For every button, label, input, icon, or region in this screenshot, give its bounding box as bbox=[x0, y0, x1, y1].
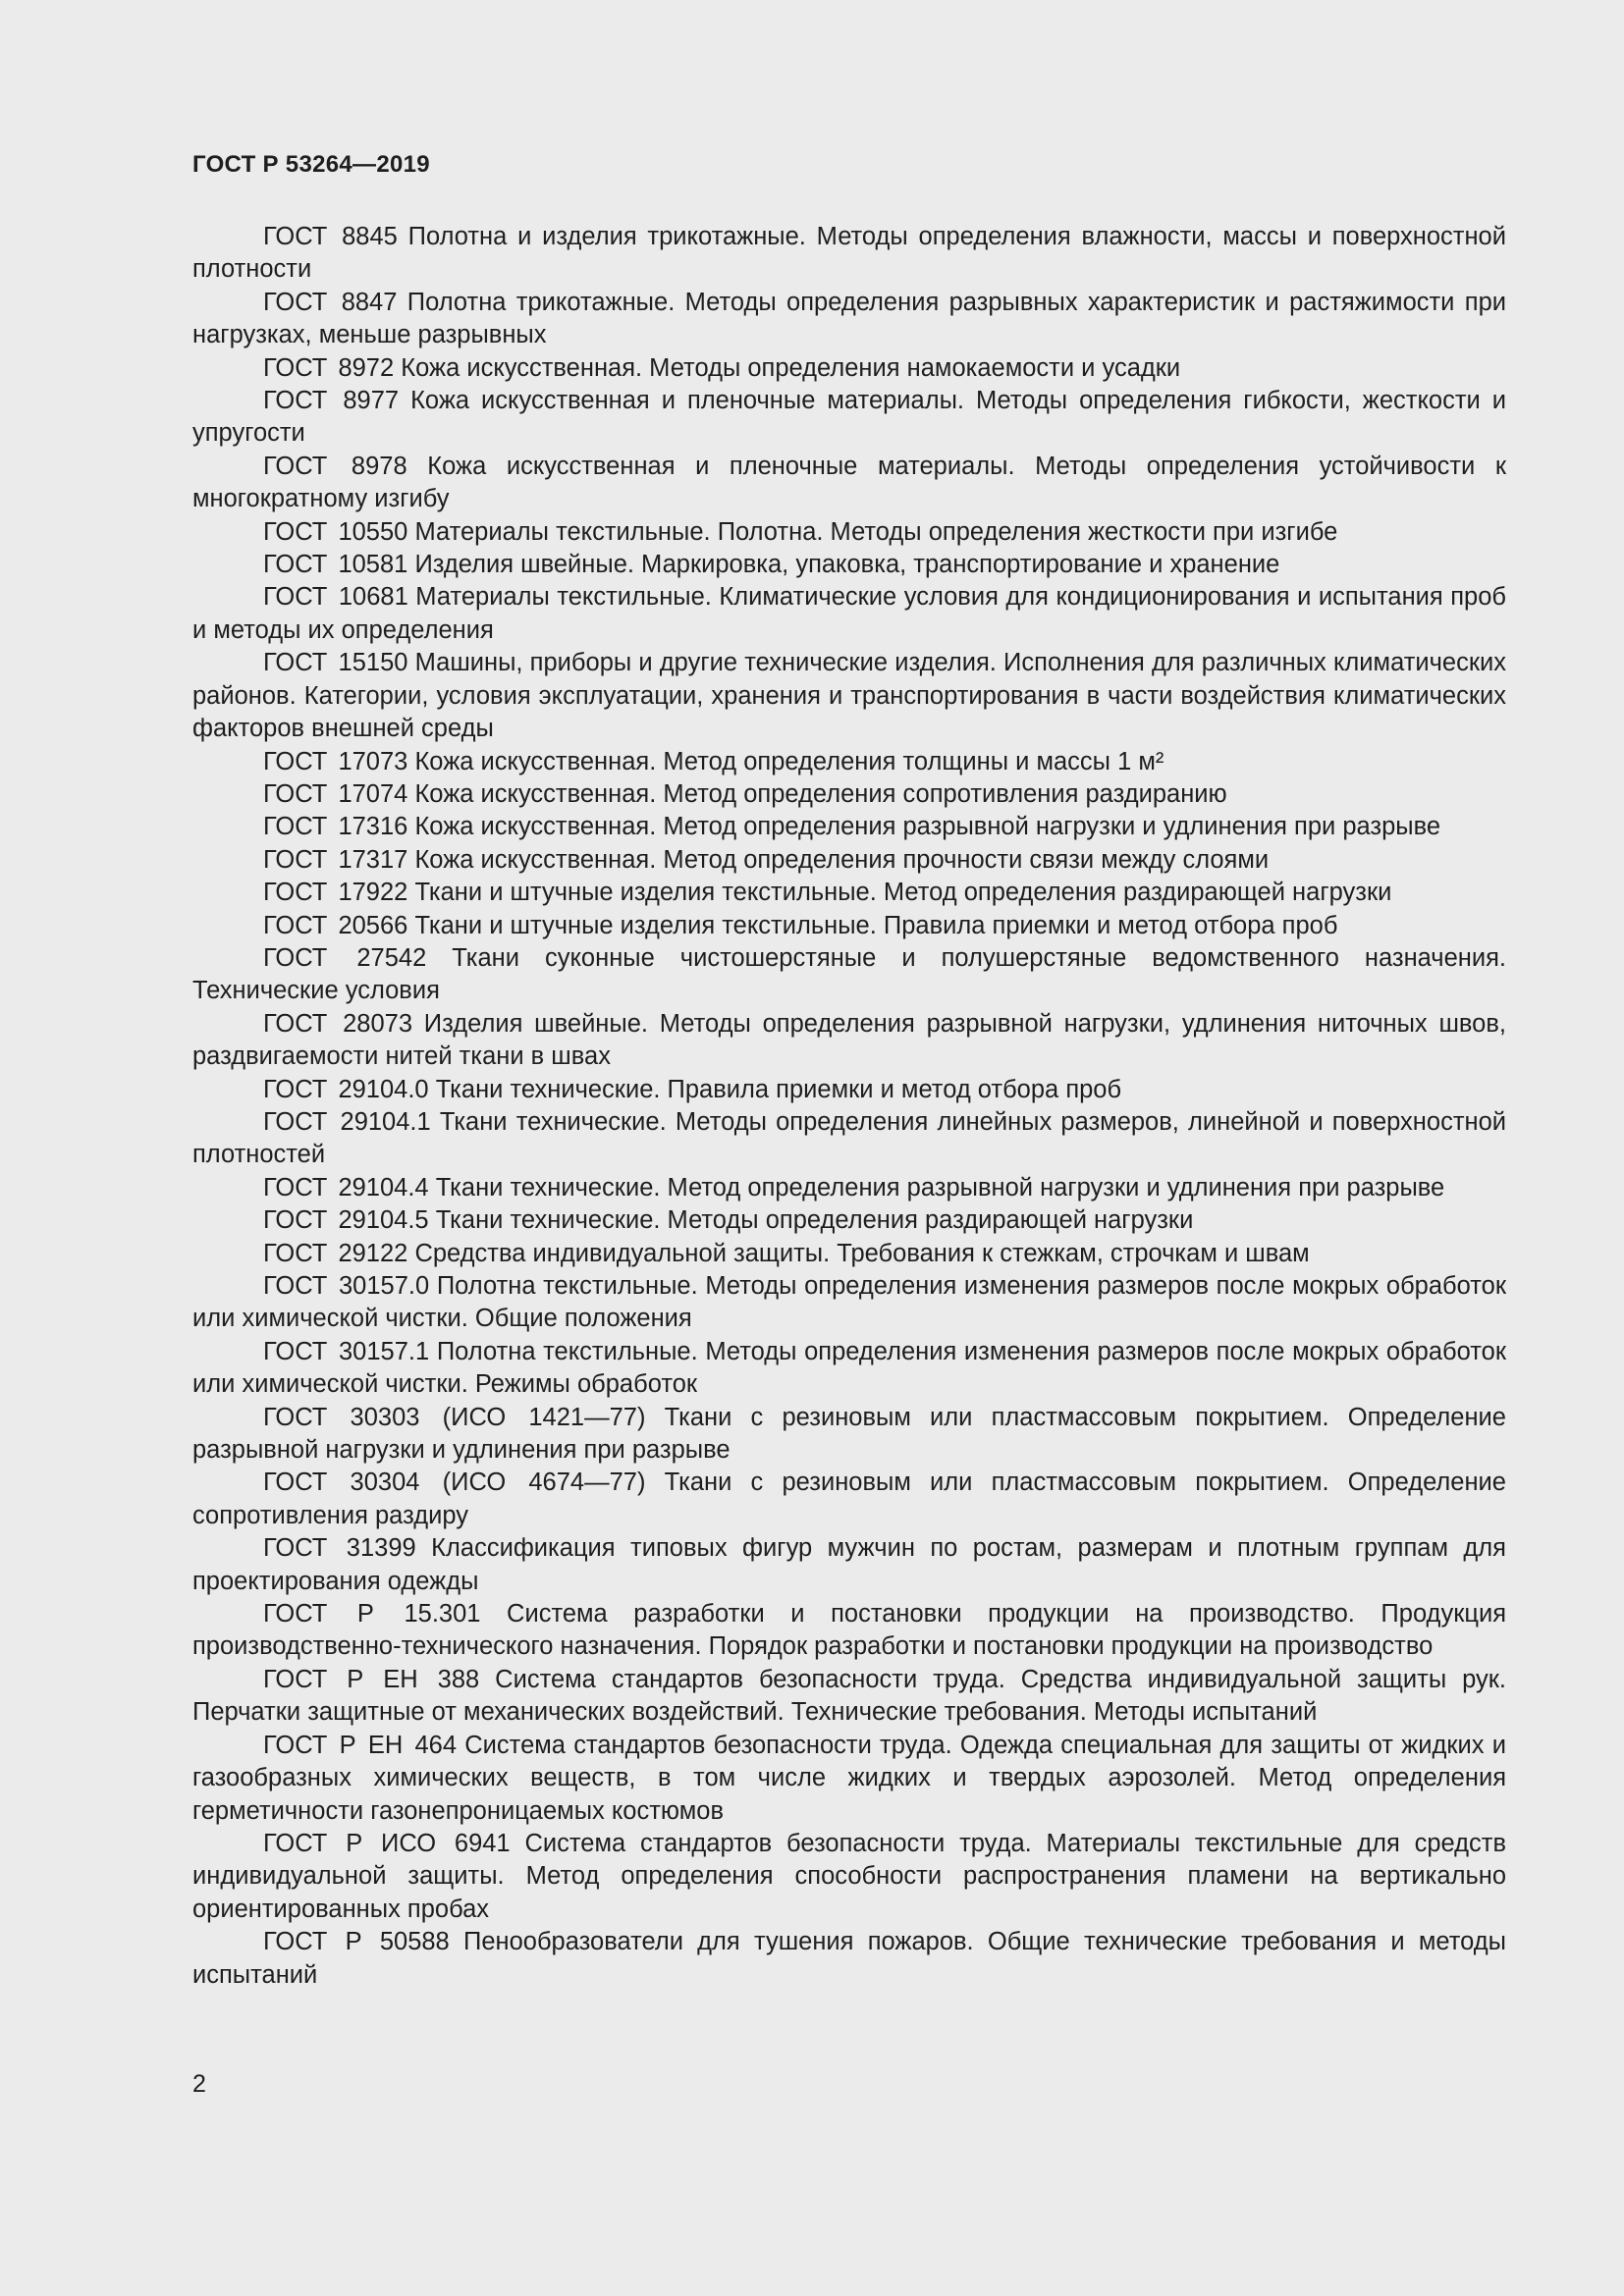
normative-references-list bbox=[192, 221, 1506, 1992]
reference-item bbox=[192, 942, 1506, 1008]
reference-code: ГОСТ 17316 bbox=[263, 813, 408, 841]
reference-item bbox=[192, 1828, 1506, 1926]
reference-title: Ткани суконные чистошерстяные и полушерстяные ведомственного назначения. Технические условия bbox=[192, 943, 1506, 1005]
reference-title: Полотна текстильные. Методы определения изменения размеров после мокрых обработок или химической чистки. Общие положения bbox=[192, 1272, 1506, 1333]
reference-title: Кожа искусственная. Метод определения прочности связи между слоями bbox=[414, 845, 1270, 874]
reference-item bbox=[192, 221, 1506, 287]
reference-item bbox=[192, 1336, 1506, 1402]
reference-code: ГОСТ 29122 bbox=[263, 1239, 408, 1267]
reference-code: ГОСТ 8847 bbox=[263, 288, 398, 316]
reference-title: Ткани и штучные изделия текстильные. Правила приемки и метод отбора проб bbox=[414, 911, 1338, 939]
reference-item bbox=[192, 352, 1506, 385]
reference-code: ГОСТ 8845 bbox=[263, 223, 398, 250]
reference-code: ГОСТ 29104.1 bbox=[263, 1107, 431, 1136]
reference-code: ГОСТ 30304 (ИСО 4674—77) bbox=[263, 1468, 646, 1497]
reference-code: ГОСТ 20566 bbox=[263, 911, 408, 939]
reference-title: Материалы текстильные. Полотна. Методы определения жесткости при изгибе bbox=[414, 517, 1338, 546]
reference-item bbox=[192, 1532, 1506, 1598]
reference-title: Средства индивидуальной защиты. Требования к стежкам, строчкам и швам bbox=[414, 1239, 1310, 1267]
reference-title: Материалы текстильные. Климатические условия для кондиционирования и испытания проб и методы их определения bbox=[192, 583, 1506, 644]
reference-item bbox=[192, 1106, 1506, 1172]
reference-code: ГОСТ 8972 bbox=[263, 353, 395, 382]
reference-item bbox=[192, 451, 1506, 516]
reference-title: Система стандартов безопасности труда. Средства индивидуальной защиты рук. Перчатки защитные от механических воздействий. Технические требования. Методы испытаний bbox=[192, 1665, 1506, 1727]
page-number: 2 bbox=[192, 2070, 206, 2098]
reference-item bbox=[192, 1402, 1506, 1468]
reference-title: Классификация типовых фигур мужчин по ростам, размерам и плотным группам для проектирования одежды bbox=[192, 1534, 1506, 1595]
reference-title: Пенообразователи для тушения пожаров. Общие технические требования и методы испытаний bbox=[192, 1928, 1506, 1989]
reference-code: ГОСТ 30157.1 bbox=[263, 1337, 430, 1365]
reference-title: Ткани технические. Правила приемки и метод отбора проб bbox=[435, 1075, 1122, 1103]
reference-code: ГОСТ Р ЕН 388 bbox=[263, 1665, 480, 1693]
reference-code: ГОСТ 27542 bbox=[263, 943, 427, 972]
reference-code: ГОСТ 17074 bbox=[263, 779, 408, 808]
reference-item bbox=[192, 385, 1506, 451]
reference-item bbox=[192, 811, 1506, 843]
reference-title: Кожа искусственная. Метод определения толщины и массы 1 м² bbox=[414, 747, 1164, 775]
reference-item bbox=[192, 1467, 1506, 1532]
reference-code: ГОСТ 17922 bbox=[263, 879, 408, 907]
reference-item bbox=[192, 1730, 1506, 1828]
reference-code: ГОСТ 10581 bbox=[263, 551, 408, 579]
reference-item bbox=[192, 1238, 1506, 1270]
reference-title: Машины, приборы и другие технические изделия. Исполнения для различных климатических районов. Категории, условия эксплуатации, хранения и транспортирования в части воздействия климатических факторов внешней среды bbox=[192, 649, 1506, 743]
reference-code: ГОСТ 17317 bbox=[263, 845, 408, 874]
reference-code: ГОСТ 17073 bbox=[263, 747, 408, 775]
reference-title: Изделия швейные. Маркировка, упаковка, транспортирование и хранение bbox=[414, 551, 1280, 579]
reference-item bbox=[192, 746, 1506, 778]
reference-code: ГОСТ 10681 bbox=[263, 583, 408, 612]
reference-item bbox=[192, 1598, 1506, 1664]
reference-title: Ткани технические. Методы определения раздирающей нагрузки bbox=[435, 1206, 1194, 1235]
reference-code: ГОСТ Р ИСО 6941 bbox=[263, 1829, 511, 1857]
reference-code: ГОСТ Р 50588 bbox=[263, 1928, 450, 1956]
reference-title: Ткани технические. Метод определения разрывной нагрузки и удлинения при разрыве bbox=[435, 1173, 1445, 1201]
reference-title: Система разработки и постановки продукции на производство. Продукция производственно-технического назначения. Порядок разработки и постановки продукции на производство bbox=[192, 1600, 1507, 1661]
reference-title: Кожа искусственная. Метод определения сопротивления раздиранию bbox=[414, 779, 1227, 808]
reference-title: Кожа искусственная. Методы определения намокаемости и усадки bbox=[401, 353, 1181, 382]
reference-item bbox=[192, 581, 1506, 647]
reference-item bbox=[192, 1664, 1506, 1730]
reference-code: ГОСТ 8978 bbox=[263, 452, 407, 480]
reference-item bbox=[192, 549, 1506, 581]
reference-code: ГОСТ 31399 bbox=[263, 1534, 416, 1563]
reference-title: Кожа искусственная. Метод определения разрывной нагрузки и удлинения при разрыве bbox=[414, 813, 1441, 841]
reference-code: ГОСТ 29104.4 bbox=[263, 1173, 429, 1201]
reference-title: Кожа искусственная и пленочные материалы. Методы определения устойчивости к многократному изгибу bbox=[192, 452, 1507, 513]
reference-code: ГОСТ Р 15.301 bbox=[263, 1600, 481, 1629]
reference-item bbox=[192, 516, 1506, 549]
reference-item bbox=[192, 877, 1506, 909]
reference-item bbox=[192, 1270, 1506, 1336]
reference-title: Изделия швейные. Методы определения разрывной нагрузки, удлинения ниточных швов, раздвигаемости нитей ткани в швах bbox=[192, 1009, 1506, 1071]
reference-title: Ткани технические. Методы определения линейных размеров, линейной и поверхностной плотностей bbox=[192, 1107, 1507, 1169]
reference-item bbox=[192, 910, 1506, 942]
reference-title: Кожа искусственная и пленочные материалы. Методы определения гибкости, жесткости и упругости bbox=[192, 387, 1506, 448]
reference-item bbox=[192, 1074, 1506, 1106]
reference-title: Полотна трикотажные. Методы определения разрывных характеристик и растяжимости при нагрузках, меньше разрывных bbox=[192, 288, 1506, 349]
reference-item bbox=[192, 647, 1506, 745]
reference-title: Система стандартов безопасности труда. Одежда специальная для защиты от жидких и газообразных химических веществ, в том числе жидких и твердых аэрозолей. Метод определения герметичности газонепроницаемых костюмов bbox=[192, 1731, 1507, 1825]
reference-title: Полотна текстильные. Методы определения изменения размеров после мокрых обработок или химической чистки. Режимы обработок bbox=[192, 1337, 1506, 1399]
reference-item bbox=[192, 287, 1506, 352]
reference-item bbox=[192, 1008, 1506, 1074]
reference-title: Ткани и штучные изделия текстильные. Метод определения раздирающей нагрузки bbox=[414, 879, 1392, 907]
reference-code: ГОСТ 30157.0 bbox=[263, 1272, 430, 1300]
reference-code: ГОСТ 29104.0 bbox=[263, 1075, 429, 1103]
reference-item bbox=[192, 1926, 1506, 1992]
reference-code: ГОСТ 30303 (ИСО 1421—77) bbox=[263, 1403, 646, 1431]
reference-code: ГОСТ 15150 bbox=[263, 649, 408, 677]
reference-title: Полотна и изделия трикотажные. Методы определения влажности, массы и поверхностной плотности bbox=[192, 223, 1506, 284]
reference-code: ГОСТ 8977 bbox=[263, 387, 400, 415]
reference-code: ГОСТ 28073 bbox=[263, 1009, 413, 1038]
reference-item bbox=[192, 844, 1506, 877]
reference-item bbox=[192, 1204, 1506, 1237]
reference-title: Ткани с резиновым или пластмассовым покрытием. Определение сопротивления раздиру bbox=[192, 1468, 1506, 1529]
reference-code: ГОСТ Р ЕН 464 bbox=[263, 1731, 458, 1759]
reference-item bbox=[192, 778, 1506, 811]
reference-code: ГОСТ 29104.5 bbox=[263, 1206, 429, 1235]
document-header: ГОСТ Р 53264—2019 bbox=[192, 151, 430, 178]
reference-title: Система стандартов безопасности труда. Материалы текстильные для средств индивидуальной защиты. Метод определения способности распространения пламени на вертикально ориентированных пробах bbox=[192, 1829, 1507, 1923]
reference-title: Ткани с резиновым или пластмассовым покрытием. Определение разрывной нагрузки и удлинения при разрыве bbox=[192, 1403, 1506, 1465]
reference-code: ГОСТ 10550 bbox=[263, 517, 408, 546]
reference-item bbox=[192, 1172, 1506, 1204]
